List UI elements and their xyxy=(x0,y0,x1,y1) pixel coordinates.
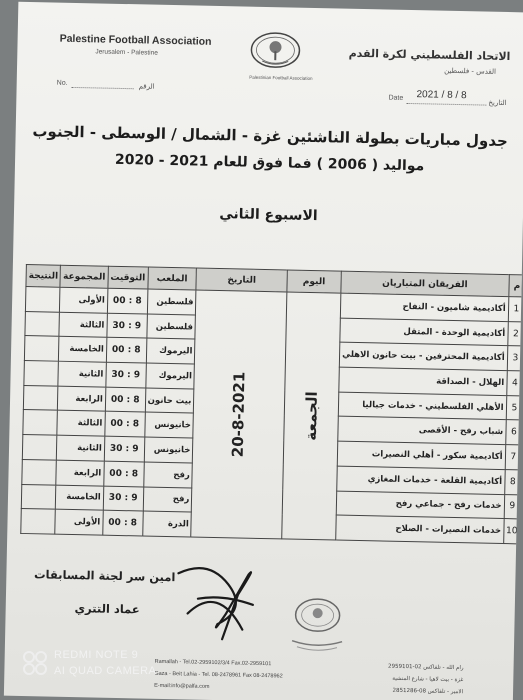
date-label: Date xyxy=(388,94,404,102)
header-venue: الملعب xyxy=(148,267,197,290)
header-num: م xyxy=(508,275,523,297)
row-number: 6 xyxy=(505,420,522,445)
footer-ramallah-ar: رام الله - تلفاكس 02-2959101 xyxy=(388,663,464,672)
match-group: الأولى xyxy=(60,287,108,313)
match-result xyxy=(24,361,59,386)
document-date: 2021 / 8 / 8 xyxy=(416,89,467,102)
match-time: 8 : 00 xyxy=(107,288,147,314)
match-teams: أكاديمية سكور - أهلي النصيرات xyxy=(337,441,505,469)
match-venue: اليرموك xyxy=(145,363,194,389)
match-time: 9 : 30 xyxy=(106,362,146,388)
row-number: 8 xyxy=(504,469,521,494)
org-city-ar: القدس - فلسطين xyxy=(444,66,497,76)
header-day: اليوم xyxy=(287,270,342,293)
row-number: 5 xyxy=(506,395,523,420)
camera-dots-icon xyxy=(22,650,48,676)
match-teams: أكاديمية شاميون - النفاح xyxy=(340,293,508,321)
match-result xyxy=(23,410,58,435)
match-venue: خانيونس xyxy=(144,437,193,463)
match-teams: شباب رفح - الأقصى xyxy=(338,417,506,445)
org-city-en: Jerusalem - Palestine xyxy=(95,48,158,57)
footer-ameer-ar: الامير - تلفاكس 08-2851286 xyxy=(392,687,464,696)
match-time: 8 : 00 xyxy=(105,387,145,413)
camera-watermark xyxy=(22,647,156,679)
match-result xyxy=(25,311,60,336)
match-venue: اليرموك xyxy=(146,338,195,364)
footer-gaza-ar: غزة - بيت لاهيا - شارع المنشية xyxy=(392,675,464,684)
match-time: 9 : 30 xyxy=(103,486,143,512)
match-date xyxy=(191,290,287,539)
table-body xyxy=(21,287,523,544)
schedule-subtitle: مواليد ( 2006 ) فما فوق للعام 2021 - 2020 xyxy=(114,151,425,175)
match-group: الثالثة xyxy=(57,411,105,437)
watermark-text xyxy=(54,647,156,679)
match-result xyxy=(22,459,57,484)
footer-ramallah: Ramallah - Tel.02-2959102/3/4 Fax.02-2959101 xyxy=(154,658,272,668)
org-name-ar: الاتحاد الفلسطيني لكرة القدم xyxy=(348,46,511,64)
watermark-model: REDMI NOTE 9 xyxy=(54,649,139,661)
org-name-en: Palestine Football Association xyxy=(59,32,212,48)
row-number: 7 xyxy=(505,445,522,470)
match-day xyxy=(282,292,341,540)
number-line xyxy=(72,87,134,89)
match-venue: الدرة xyxy=(142,511,191,537)
handwritten-signature xyxy=(167,553,264,645)
header-time: التوقيت xyxy=(108,266,148,289)
match-result xyxy=(22,435,57,460)
match-time: 8 : 00 xyxy=(102,510,142,536)
match-result xyxy=(21,509,56,535)
row-number: 4 xyxy=(506,371,523,396)
row-number: 2 xyxy=(507,321,523,346)
date-label-ar: التاريخ xyxy=(488,98,507,108)
match-result xyxy=(24,336,59,361)
match-venue: رفح xyxy=(143,462,192,488)
committee-stamp-icon xyxy=(277,592,358,654)
header-date: التاريخ xyxy=(196,268,287,292)
header-group: المجموعة xyxy=(60,265,108,288)
match-result xyxy=(21,484,56,509)
match-time: 8 : 00 xyxy=(106,338,146,364)
number-label: No. xyxy=(56,79,68,87)
schedule-title: جدول مباريات بطولة الناشئين غزة - الشمال / الوسطى - الجنوب xyxy=(32,122,509,151)
match-venue: خانيونس xyxy=(144,412,193,438)
match-teams: أكاديمية الوحدة - المتقل xyxy=(340,318,508,346)
match-day-text: الجمعة xyxy=(301,391,321,441)
row-number: 1 xyxy=(508,297,523,322)
match-time: 9 : 30 xyxy=(104,436,144,462)
match-result xyxy=(23,385,58,410)
match-teams: أكاديمية المحترفين - بيت حانون الاهلي xyxy=(339,342,507,370)
matches-table xyxy=(20,264,523,544)
match-group: الأولى xyxy=(55,509,103,535)
match-venue: فلسطين xyxy=(146,314,195,340)
match-teams: أكاديمية القلعة - خدمات المغازي xyxy=(337,466,505,494)
number-label-ar: الرقم xyxy=(138,82,155,91)
signatory-title: امين سر لجنة المسابقات xyxy=(33,567,176,585)
document-page xyxy=(4,2,523,700)
match-venue: بيت حانون xyxy=(145,388,194,414)
match-teams: الهلال - الصداقة xyxy=(339,367,507,395)
match-group: الخامسة xyxy=(56,485,104,511)
header-teams: الفريقان المتباريان xyxy=(341,271,509,297)
footer-gaza: Gaza - Beit Lahia - Tel. 08-2478961 Fax 08-2478962 xyxy=(154,670,283,680)
logo-caption: Palestinian Football Association xyxy=(249,74,313,81)
header-result: النتيجة xyxy=(26,265,61,288)
watermark-camera: AI QUAD CAMERA xyxy=(54,665,157,677)
match-date-text: 20-8-2021 xyxy=(228,371,249,458)
pfa-logo-icon xyxy=(249,31,302,72)
match-group: الثانية xyxy=(58,361,106,387)
match-venue: فلسطين xyxy=(147,289,196,315)
row-number: 9 xyxy=(504,494,521,519)
row-number: 10 xyxy=(503,519,520,544)
match-group: الرابعة xyxy=(58,386,106,412)
week-title: الاسبوع الثاني xyxy=(219,206,318,225)
match-teams: خدمات النصيرات - الصلاح xyxy=(336,515,504,543)
signatory-name: عماد التتري xyxy=(74,601,140,617)
match-time: 8 : 00 xyxy=(104,461,144,487)
match-venue: رفح xyxy=(143,487,192,513)
match-teams: الأهلي الفلسطيني - خدمات جباليا xyxy=(338,392,506,420)
row-number: 3 xyxy=(507,346,523,371)
match-time: 8 : 00 xyxy=(105,412,145,438)
match-teams: خدمات رفح - جماعي رفح xyxy=(336,491,504,519)
matches-table-wrap xyxy=(20,264,523,544)
match-group: الخامسة xyxy=(59,337,107,363)
match-group: الرابعة xyxy=(56,460,104,486)
match-group: الثانية xyxy=(57,435,105,461)
footer-email: E-mail:info@palfa.com xyxy=(154,682,210,690)
match-time: 9 : 30 xyxy=(107,313,147,339)
date-line xyxy=(406,103,486,106)
match-result xyxy=(25,287,60,312)
match-group: الثالثة xyxy=(59,312,107,338)
